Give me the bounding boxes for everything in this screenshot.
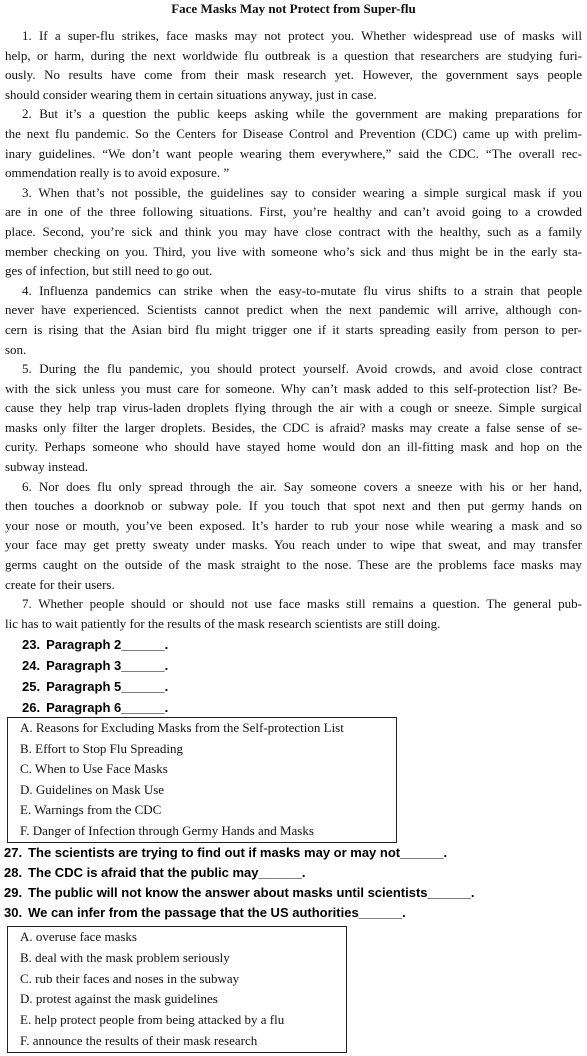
question-26 (22, 697, 168, 718)
option-a: A. Reasons for Excluding Masks from the Self-protection List (20, 720, 344, 735)
question-number: 24. (22, 658, 41, 673)
passage-line: 4. Influenza pandemics can strike when the easy-to-mutate flu virus shifts to a strain that people (22, 282, 582, 298)
option-a: A. overuse face masks (20, 929, 137, 944)
passage-line: son. (5, 341, 27, 357)
paragraph-2 (5, 104, 582, 182)
passage-line: ges of infection, but still need to go out. (5, 263, 213, 279)
option-f: F. announce the results of their mask research (20, 1032, 258, 1048)
passage-line: inary guidelines. “We don’t want people wearing them everywhere,” said the CDC. “The overall rec- (5, 145, 582, 161)
question-24 (22, 655, 168, 676)
question-23 (22, 634, 168, 655)
completion-questions (4, 843, 475, 923)
question-text: Paragraph 5______. (46, 679, 169, 694)
question-text: We can infer from the passage that the US authorities______. (28, 905, 406, 920)
passage-line: then touches a doorknob or subway pole. If you touch that spot next and then put germy hands on (5, 498, 582, 514)
paragraph-6 (5, 477, 582, 595)
passage-line: place. Second, you’re sick and think you may have close contract with the healthy, such as a family (5, 223, 582, 239)
option-f: F. Danger of Infection through Germy Hands and Masks (20, 822, 314, 838)
passage-line: cause they help trap virus-laden droplets flying through the air with a cough or sneeze. Simple surgical (5, 400, 582, 416)
question-text: Paragraph 6______. (46, 700, 169, 715)
paragraph-7 (5, 594, 582, 633)
question-text: Paragraph 2______. (46, 637, 169, 652)
question-text: The public will not know the answer about masks until scientists______. (28, 885, 475, 900)
question-text: The CDC is afraid that the public may______. (28, 865, 306, 880)
question-29 (4, 883, 475, 903)
passage-line: your face may get pretty sweaty under masks. You reach under to wipe that sweat, and may transfer (5, 537, 582, 553)
passage-line: create for their users. (5, 576, 115, 592)
passage-line: 1. If a super-flu strikes, face masks may not protect you. Whether widespread use of masks will (22, 28, 582, 43)
passage-line: cern is rising that the Asian bird flu might trigger one if it starts spreading easily from person to per- (5, 321, 582, 337)
matching-questions (22, 634, 168, 718)
question-text: The scientists are trying to find out if masks may or may not______. (28, 845, 448, 860)
paragraph-1 (5, 26, 582, 104)
passage-line: the next flu pandemic. So the Centers for Disease Control and Prevention (CDC) came up with prelim- (5, 125, 582, 141)
passage-line: 2. But it’s a question the public keeps asking while the government are making preparations for (22, 106, 582, 122)
option-c: C. When to Use Face Masks (20, 761, 168, 777)
reading-passage (5, 26, 582, 633)
passage-line: 6. Nor does flu only spread through the air. Say someone covers a sneeze with his or her hand, (22, 478, 582, 494)
passage-line: 5. During the flu pandemic, you should protect yourself. Avoid crowds, and avoid close contract (22, 361, 582, 377)
question-text: Paragraph 3______. (46, 658, 169, 673)
passage-line: your nose or mouth, you’ve been exposed. It’s harder to rub your nose while wearing a mask and so (5, 517, 582, 533)
passage-title: Face Masks May not Protect from Super-flu (171, 1, 416, 16)
passage-line: curity. Perhaps someone who should have stayed home would don an ill-fitting mask and hop on the (5, 439, 582, 455)
option-c: C. rub their faces and noses in the subway (20, 970, 240, 986)
passage-line: help, or harm, during the next worldwide flu outbreak is a question that researchers are studying furi- (5, 47, 582, 63)
passage-line: germs caught on the outside of the mask straight to the nose. These are the problems face masks may (5, 557, 582, 573)
question-number: 27. (4, 845, 23, 860)
question-number: 23. (22, 637, 41, 652)
question-number: 29. (4, 885, 23, 900)
question-number: 28. (4, 865, 23, 880)
passage-line: ommendation really is to avoid exposure. ” (5, 165, 230, 181)
option-b: B. deal with the mask problem seriously (20, 949, 230, 965)
completion-options-box (7, 926, 347, 1053)
passage-line: are in one of the three following situations. First, you’re healthy and can’t avoid going to a crowded (5, 204, 582, 220)
passage-line: should consider wearing them in certain situations anyway, just in case. (5, 86, 377, 102)
passage-line: subway instead. (5, 459, 89, 475)
passage-line: lic has to wait patiently for the results of the mask research scientists are still doing. (5, 615, 441, 631)
option-e: E. help protect people from being attacked by a flu (20, 1012, 285, 1028)
question-number: 25. (22, 679, 41, 694)
question-28 (4, 863, 475, 883)
passage-line: ously. No results have come from their mask research yet. However, the government says people (5, 67, 582, 83)
paragraph-4 (5, 281, 582, 359)
option-e: E. Warnings from the CDC (20, 802, 162, 818)
matching-options-box (7, 717, 397, 843)
passage-line: masks only filter the larger droplets. Besides, the CDC is afraid? masks may create a false sense of se- (5, 419, 582, 435)
passage-line: member checking on you. Third, you live with someone who’s sick and thus might be in the early sta- (5, 243, 582, 259)
option-b: B. Effort to Stop Flu Spreading (20, 740, 183, 756)
question-number: 26. (22, 700, 41, 715)
passage-line: never have experienced. Scientists cannot predict when the next pandemic will arrive, although con- (5, 302, 582, 318)
question-25 (22, 676, 168, 697)
passage-line: with the sick unless you must care for someone. Why can’t mask added to this self-protection list? Be- (5, 380, 582, 396)
question-27 (4, 843, 475, 863)
question-number: 30. (4, 905, 23, 920)
option-d: D. Guidelines on Mask Use (20, 781, 165, 797)
passage-line: 3. When that’s not possible, the guidelines say to consider wearing a simple surgical mask if you (22, 184, 582, 200)
passage-line: 7. Whether people should or should not use face masks still remains a question. The general pub- (22, 596, 582, 612)
paragraph-5 (5, 359, 582, 477)
question-30 (4, 903, 475, 923)
paragraph-3 (5, 183, 582, 281)
option-d: D. protest against the mask guidelines (20, 991, 218, 1007)
